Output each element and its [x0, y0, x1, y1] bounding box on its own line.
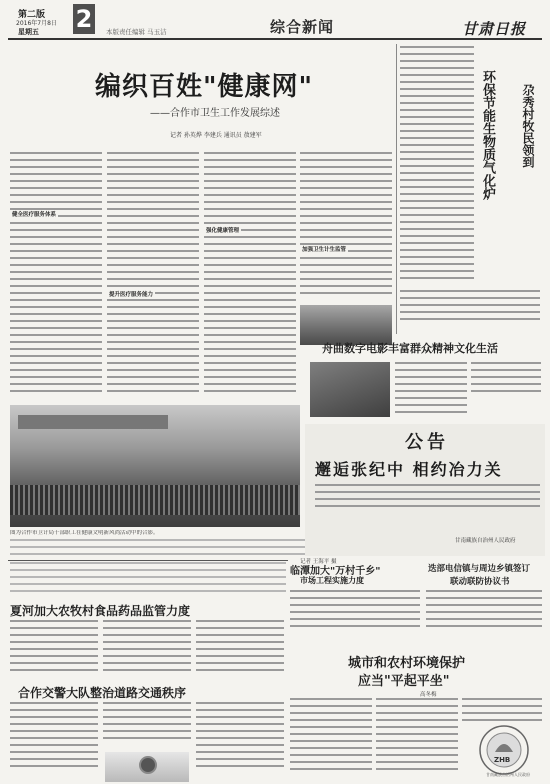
issue-weekday: 星期五 — [18, 28, 39, 36]
text-block — [10, 562, 286, 592]
main-subhead: ——合作市卫生工作发展综述 — [150, 108, 280, 119]
env-byline: 高冬梅 — [420, 692, 437, 698]
notice-subtitle: 邂逅张纪中 相约冶力关 — [315, 460, 503, 479]
building-banner — [18, 415, 168, 429]
photo-credit: 记者 王海平 摄 — [300, 559, 337, 565]
main-body-col-1 — [10, 152, 102, 402]
text-block — [400, 46, 474, 279]
section-divider — [8, 560, 288, 561]
lintan-body — [290, 590, 420, 640]
section-title: 综合新闻 — [270, 18, 335, 36]
group-photo — [10, 405, 300, 527]
text-block — [196, 702, 284, 767]
text-block — [204, 152, 296, 392]
text-block — [10, 620, 98, 671]
film-photo — [310, 362, 390, 417]
crowd-row — [10, 485, 300, 515]
notice-issuer: 甘南藏族自治州人民政府 — [455, 538, 516, 544]
lintan-headline-2: 市场工程实施力度 — [300, 576, 364, 585]
notice-box — [305, 424, 545, 556]
text-block — [107, 152, 199, 392]
hezuo-body-col-3 — [196, 702, 284, 778]
side-headline-2: 尕秀村牧民领到 — [521, 84, 535, 168]
main-body-col-4 — [300, 152, 392, 302]
text-block — [196, 620, 284, 671]
text-block — [426, 590, 542, 627]
main-byline: 记者 孙英烨 李建兵 通讯员 敖建军 — [170, 132, 262, 139]
env-headline-2: 应当"平起平坐" — [358, 674, 450, 689]
xiahe-body-col-2 — [103, 620, 191, 680]
inline-subhead-3: 强化健康管理 — [206, 228, 240, 234]
police-emblem — [139, 756, 157, 774]
text-block — [395, 362, 467, 413]
lower-left-body — [10, 562, 286, 598]
text-block — [400, 290, 540, 320]
editor-line: 本版责任编辑 马玉洁 — [106, 28, 167, 36]
notice-body — [315, 484, 540, 524]
paper-logo: 甘肃日报 — [462, 20, 527, 38]
text-block — [300, 152, 392, 294]
side-story-body — [400, 46, 474, 286]
film-body-col-2 — [471, 362, 541, 422]
text-block — [10, 702, 98, 767]
police-photo — [105, 752, 189, 782]
side-headline: 环保节能生物质气化炉 — [480, 70, 495, 200]
text-block — [103, 620, 191, 671]
issue-date: 2016年7月8日 — [16, 20, 57, 27]
xiahe-body-col-3 — [196, 620, 284, 680]
lintan-headline: 临潭加大"万村千乡" — [290, 566, 381, 577]
column-rule — [396, 44, 397, 334]
env-body-col-1 — [290, 698, 372, 780]
stage-photo — [300, 305, 392, 345]
masthead-rule — [8, 38, 542, 40]
edition-label: 第二版 — [18, 10, 46, 20]
env-body-col-2 — [376, 698, 458, 780]
footer-note: 甘南藏族自治州人民政府 — [486, 772, 530, 777]
diebu-headline-2: 联动联防协议书 — [450, 577, 510, 587]
main-body-col-3 — [204, 152, 296, 402]
main-headline: 编织百姓"健康网" — [95, 72, 314, 102]
env-body-col-3 — [462, 698, 542, 726]
xiahe-body-col-1 — [10, 620, 98, 680]
text-block — [103, 702, 191, 739]
film-headline: 舟曲数字电影丰富群众精神文化生活 — [322, 342, 498, 355]
env-headline: 城市和农村环境保护 — [348, 656, 466, 671]
photo-caption-text: 图为合作市卫计局干部职工在健康文明新风尚活动中的合影。 — [10, 530, 159, 536]
page-number: 2 — [75, 5, 93, 33]
notice-title: 公告 — [405, 432, 449, 453]
side-story-body-bottom — [400, 290, 540, 330]
film-body-col-1 — [395, 362, 467, 422]
inline-subhead-4: 加强卫生计生监管 — [302, 247, 347, 253]
main-body-col-2 — [107, 152, 199, 402]
diebu-body — [426, 590, 542, 640]
text-block — [462, 698, 542, 721]
diebu-headline: 迭部电信镇与周边乡镇签订 — [428, 564, 531, 574]
hezuo-headline: 合作交警大队整治道路交通秩序 — [18, 686, 187, 700]
xiahe-headline: 夏河加大农牧村食品药品监管力度 — [10, 604, 191, 618]
text-block — [290, 698, 372, 770]
text-block — [471, 362, 541, 392]
hezuo-body-col-2 — [103, 702, 191, 752]
masthead — [0, 0, 550, 40]
page-number-box — [73, 4, 95, 34]
text-block — [315, 484, 540, 507]
text-block — [290, 590, 420, 627]
hezuo-body-col-1 — [10, 702, 98, 778]
inline-subhead-2: 提升医疗服务能力 — [109, 292, 154, 298]
inline-subhead-1: 健全医疗服务体系 — [12, 212, 57, 218]
seal-text: ZHB — [494, 756, 511, 764]
text-block — [10, 152, 102, 392]
text-block — [376, 698, 458, 770]
